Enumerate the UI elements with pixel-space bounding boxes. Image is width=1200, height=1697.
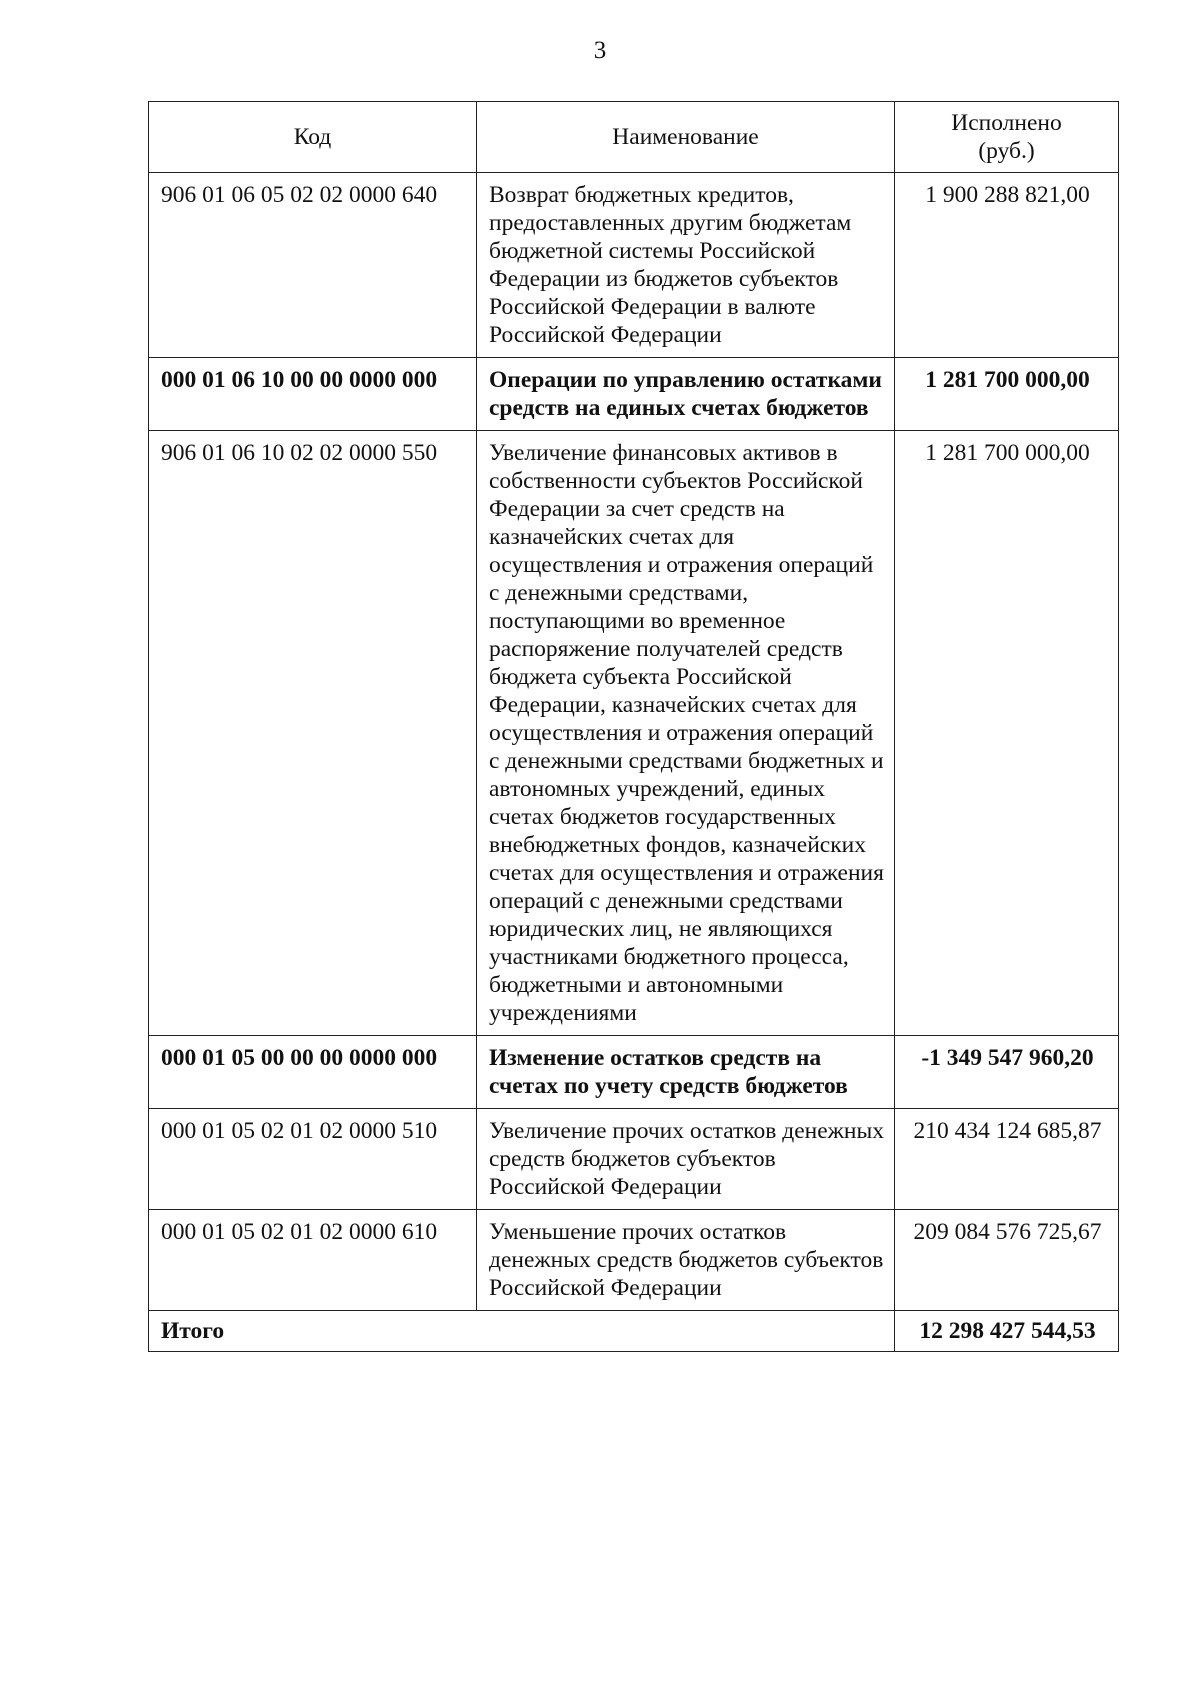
row-code: 906 01 06 05 02 02 0000 640 <box>149 173 477 358</box>
row-name: Увеличение прочих остатков денежных средств бюджетов субъектов Российской Федерации <box>477 1109 895 1210</box>
row-code: 000 01 06 10 00 00 0000 000 <box>149 358 477 431</box>
table-body <box>149 173 1119 1352</box>
row-amount: 1 281 700 000,00 <box>895 358 1119 431</box>
table-header-row <box>149 102 1119 173</box>
table-row <box>149 1109 1119 1210</box>
page-number: 3 <box>593 37 607 64</box>
row-code: 000 01 05 02 01 02 0000 510 <box>149 1109 477 1210</box>
total-label: Итого <box>149 1311 895 1352</box>
table-row <box>149 1036 1119 1109</box>
row-code: 906 01 06 10 02 02 0000 550 <box>149 431 477 1036</box>
row-name: Увеличение финансовых активов в собственности субъектов Российской Федерации за счет средств на казначейских счетах для осуществления и отражения операций с денежными средствами, поступающими во временное распоряжение получателей средств бюджета субъекта Российской Федерации, казначейских счетах для осуществления и отражения операций с денежными средствами бюджетных и автономных учреждений, единых счетах бюджетов государственных внебюджетных фондов, казначейских счетах для осуществления и отражения операций с денежными средствами юридических лиц, не являющихся участниками бюджетного процесса, бюджетными и автономными учреждениями <box>477 431 895 1036</box>
row-name: Операции по управлению остатками средств на единых счетах бюджетов <box>477 358 895 431</box>
header-code: Код <box>149 102 477 173</box>
header-name: Наименование <box>477 102 895 173</box>
row-code: 000 01 05 02 01 02 0000 610 <box>149 1210 477 1311</box>
row-amount: -1 349 547 960,20 <box>895 1036 1119 1109</box>
total-row <box>149 1311 1119 1352</box>
row-amount: 1 900 288 821,00 <box>895 173 1119 358</box>
header-amount-title: Исполнено <box>951 110 1062 136</box>
table-row <box>149 1210 1119 1311</box>
row-amount: 209 084 576 725,67 <box>895 1210 1119 1311</box>
table-row <box>149 358 1119 431</box>
row-name: Уменьшение прочих остатков денежных средств бюджетов субъектов Российской Федерации <box>477 1210 895 1311</box>
row-amount: 210 434 124 685,87 <box>895 1109 1119 1210</box>
table-row <box>149 173 1119 358</box>
budget-table <box>148 101 1119 1352</box>
row-code: 000 01 05 00 00 00 0000 000 <box>149 1036 477 1109</box>
row-amount: 1 281 700 000,00 <box>895 431 1119 1036</box>
row-name: Возврат бюджетных кредитов, предоставленных другим бюджетам бюджетной системы Российской Федерации из бюджетов субъектов Российской Федерации в валюте Российской Федерации <box>477 173 895 358</box>
header-amount <box>895 102 1119 173</box>
row-name: Изменение остатков средств на счетах по учету средств бюджетов <box>477 1036 895 1109</box>
total-amount: 12 298 427 544,53 <box>895 1311 1119 1352</box>
header-amount-unit: (руб.) <box>978 138 1035 164</box>
table-row <box>149 431 1119 1036</box>
